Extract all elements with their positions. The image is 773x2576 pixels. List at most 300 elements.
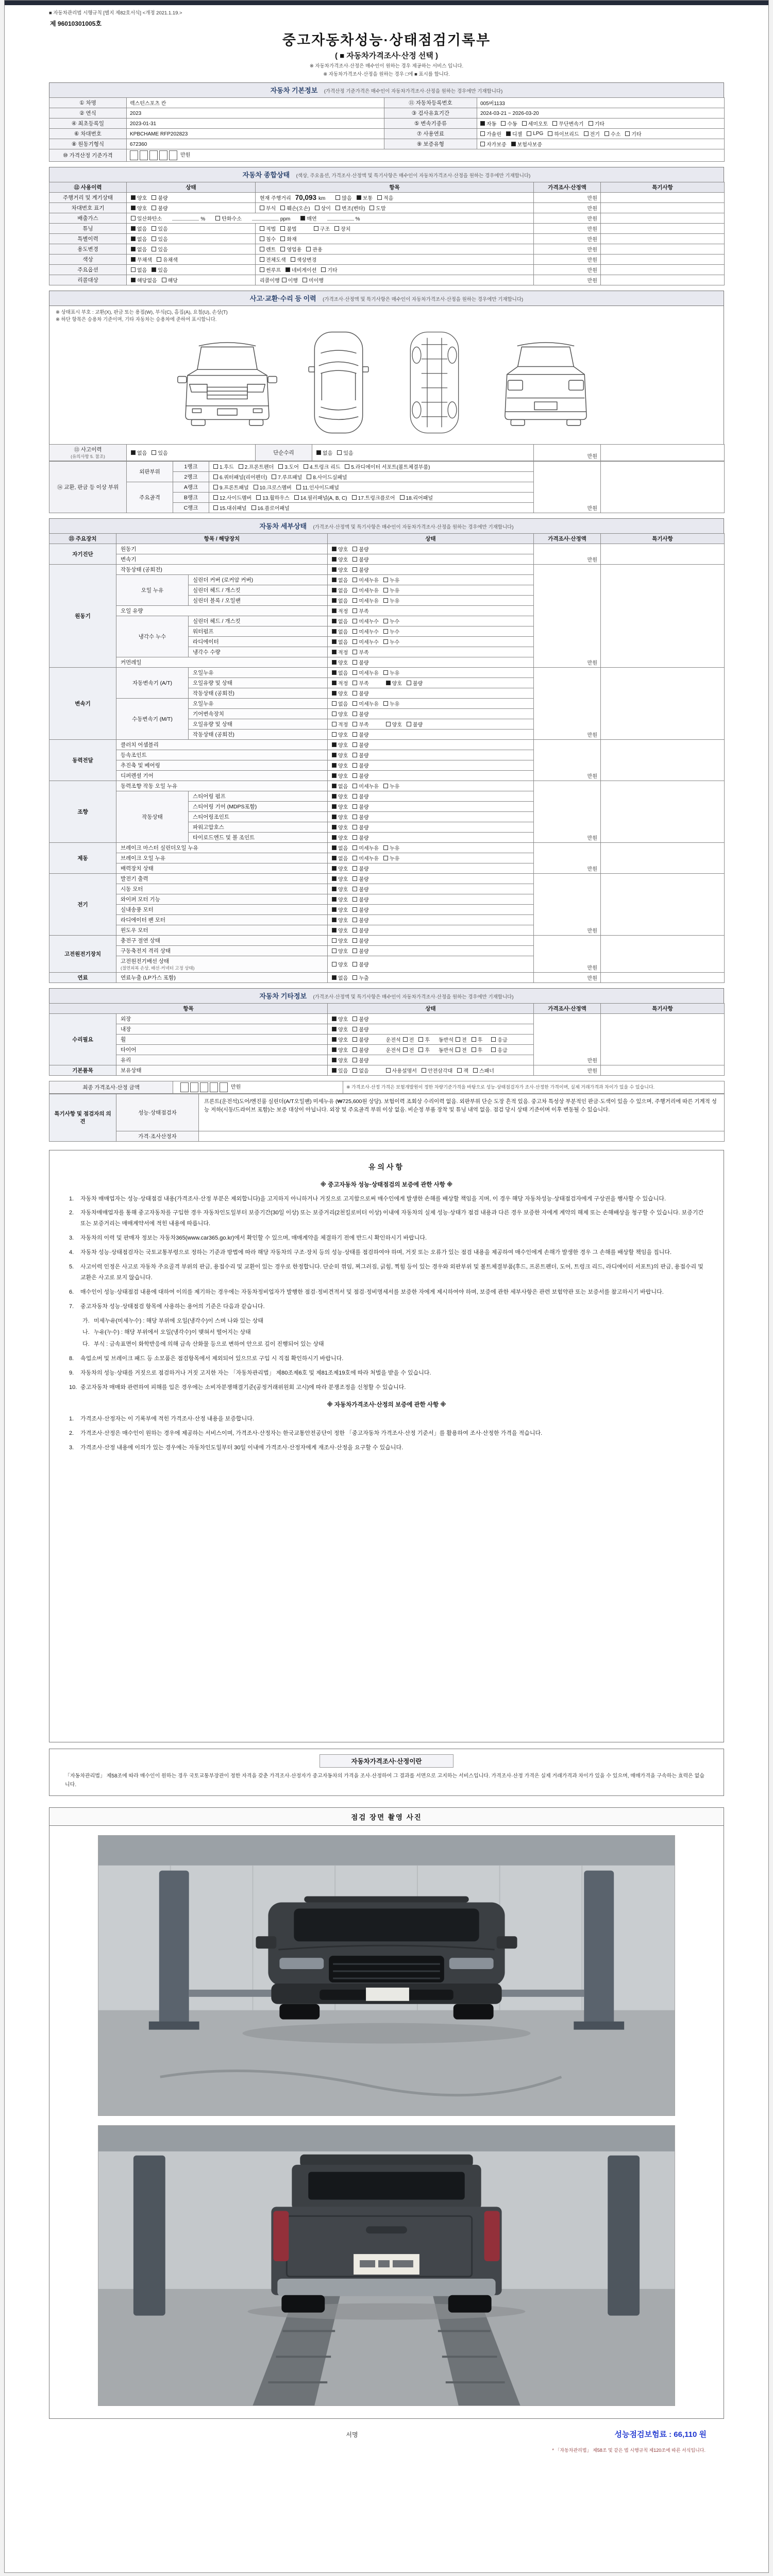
checkbox-option[interactable] [332,566,348,573]
checkbox-option[interactable] [352,638,379,646]
checkbox-option[interactable] [285,266,316,274]
checkbox-option[interactable] [383,669,399,676]
checkbox[interactable] [131,267,136,272]
checkbox-checked[interactable] [131,257,136,262]
checkbox-option[interactable] [213,494,251,501]
checkbox-option[interactable] [352,947,368,955]
checkbox-option[interactable] [352,875,368,883]
checkbox[interactable] [456,1037,460,1042]
checkbox-checked[interactable] [332,742,337,747]
checkbox-option[interactable] [352,1046,368,1054]
checkbox-option[interactable] [332,875,348,883]
checkbox[interactable] [352,907,357,912]
checkbox-checked[interactable] [332,598,337,603]
checkbox[interactable] [422,1068,426,1073]
checkbox-checked[interactable] [332,650,337,654]
checkbox-option[interactable] [213,463,234,470]
checkbox-option[interactable] [282,276,298,284]
checkbox-option[interactable] [332,597,348,604]
checkbox-option[interactable] [352,782,379,790]
checkbox-option[interactable] [131,449,147,456]
checkbox-option[interactable] [300,214,316,222]
checkbox-option[interactable] [345,463,430,470]
checkbox-checked[interactable] [332,660,337,665]
checkbox[interactable] [352,1058,357,1062]
checkbox-option[interactable] [332,1025,348,1033]
checkbox-checked[interactable] [131,195,136,200]
checkbox[interactable] [131,216,136,221]
checkbox-option[interactable] [352,710,368,718]
checkbox[interactable] [280,226,285,231]
checkbox-option[interactable] [403,1046,414,1054]
checkbox[interactable] [332,711,337,716]
checkbox-option[interactable] [306,245,322,253]
checkbox[interactable] [352,1047,357,1052]
checkbox-option[interactable] [332,648,348,656]
checkbox[interactable] [383,629,388,634]
digit-box[interactable] [159,150,167,160]
checkbox-option[interactable] [260,245,276,253]
checkbox-option[interactable] [352,974,368,981]
checkbox[interactable] [383,856,388,860]
checkbox[interactable] [352,948,357,953]
checkbox-option[interactable] [256,494,290,501]
checkbox[interactable] [314,226,318,231]
checkbox[interactable] [213,464,218,469]
checkbox[interactable] [352,578,357,582]
checkbox-option[interactable] [332,823,348,831]
checkbox-checked[interactable] [386,681,391,685]
checkbox-option[interactable] [280,225,296,232]
checkbox-checked[interactable] [332,815,337,819]
digit-box[interactable] [200,1082,208,1092]
digit-box[interactable] [190,1082,198,1092]
checkbox[interactable] [282,278,287,282]
checkbox-checked[interactable] [316,450,321,455]
checkbox-option[interactable] [589,120,604,127]
checkbox[interactable] [162,278,166,282]
checkbox-option[interactable] [332,1046,348,1054]
checkbox-option[interactable] [625,130,641,138]
checkbox-option[interactable] [480,140,507,148]
checkbox-option[interactable] [352,813,368,821]
checkbox-option[interactable] [334,225,350,232]
checkbox-option[interactable] [304,463,340,470]
checkbox[interactable] [334,226,339,231]
checkbox-checked[interactable] [131,278,136,282]
checkbox-option[interactable] [332,689,348,697]
checkbox[interactable] [352,815,357,819]
checkbox-option[interactable] [357,194,373,201]
checkbox[interactable] [296,485,301,489]
checkbox-option[interactable] [316,449,332,456]
checkbox-option[interactable] [352,1056,368,1064]
checkbox-option[interactable] [332,720,348,728]
checkbox-option[interactable] [332,834,348,841]
checkbox[interactable] [352,962,357,967]
checkbox[interactable] [403,1047,408,1052]
checkbox-option[interactable] [332,741,348,749]
checkbox[interactable] [480,142,485,146]
checkbox-option[interactable] [131,225,147,232]
checkbox-option[interactable] [303,276,324,284]
checkbox-option[interactable] [280,204,310,212]
checkbox[interactable] [213,485,218,489]
checkbox-checked[interactable] [285,267,290,272]
checkbox[interactable] [352,845,357,850]
checkbox[interactable] [260,226,264,231]
checkbox-checked[interactable] [332,825,337,829]
checkbox-option[interactable] [332,710,348,718]
checkbox[interactable] [304,464,308,469]
checkbox[interactable] [152,195,156,200]
checkbox-option[interactable] [332,916,348,924]
checkbox-checked[interactable] [506,131,511,136]
checkbox[interactable] [352,670,357,675]
checkbox[interactable] [383,784,388,788]
checkbox-checked[interactable] [332,897,337,902]
checkbox-option[interactable] [418,1046,430,1054]
checkbox-option[interactable] [491,1036,507,1043]
checkbox[interactable] [527,131,531,136]
checkbox-option[interactable] [352,658,368,666]
checkbox[interactable] [552,121,557,126]
checkbox[interactable] [260,257,264,262]
checkbox[interactable] [352,732,357,737]
checkbox[interactable] [332,938,337,943]
checkbox[interactable] [377,195,382,200]
checkbox[interactable] [352,856,357,860]
checkbox-option[interactable] [386,679,402,687]
checkbox-option[interactable] [352,854,379,862]
checkbox-option[interactable] [131,276,157,284]
checkbox-option[interactable] [280,245,301,253]
checkbox-option[interactable] [157,256,178,263]
checkbox-checked[interactable] [332,753,337,757]
checkbox-option[interactable] [457,1066,468,1074]
checkbox-option[interactable] [131,204,147,212]
checkbox-option[interactable] [332,926,348,934]
checkbox-option[interactable] [352,937,368,944]
checkbox-option[interactable] [383,628,399,635]
checkbox[interactable] [383,670,388,675]
checkbox[interactable] [480,131,485,136]
checkbox-option[interactable] [352,1015,368,1023]
checkbox-checked[interactable] [332,1047,337,1052]
checkbox-option[interactable] [332,947,348,955]
checkbox-option[interactable] [352,926,368,934]
checkbox-option[interactable] [584,130,600,138]
checkbox-option[interactable] [352,679,368,687]
checkbox-option[interactable] [352,823,368,831]
checkbox[interactable] [383,578,388,582]
checkbox[interactable] [352,722,357,726]
checkbox-option[interactable] [332,555,348,563]
checkbox-option[interactable] [473,1066,494,1074]
checkbox[interactable] [260,247,264,251]
checkbox-option[interactable] [332,679,348,687]
checkbox-option[interactable] [332,1015,348,1023]
checkbox[interactable] [472,1037,476,1042]
checkbox-checked[interactable] [332,547,337,551]
checkbox-option[interactable] [332,731,348,738]
checkbox-checked[interactable] [332,794,337,799]
checkbox-checked[interactable] [332,866,337,871]
checkbox-option[interactable] [332,865,348,872]
checkbox-option[interactable] [456,1046,467,1054]
checkbox-option[interactable] [332,761,348,769]
checkbox-option[interactable] [332,974,348,981]
digit-box[interactable] [180,1082,189,1092]
digit-box[interactable] [220,1082,228,1092]
checkbox-option[interactable] [400,494,433,501]
checkbox-option[interactable] [213,483,249,491]
checkbox[interactable] [407,681,411,685]
checkbox[interactable] [352,1068,357,1073]
checkbox[interactable] [352,876,357,881]
checkbox-option[interactable] [332,638,348,646]
checkbox-checked[interactable] [357,195,361,200]
checkbox-option[interactable] [352,844,379,852]
checkbox[interactable] [352,975,357,980]
digit-box[interactable] [169,150,177,160]
checkbox-option[interactable] [480,120,496,127]
checkbox-checked[interactable] [131,247,136,251]
checkbox-option[interactable] [332,960,348,968]
checkbox-checked[interactable] [332,784,337,788]
checkbox-option[interactable] [456,1036,467,1043]
checkbox[interactable] [256,495,261,500]
checkbox[interactable] [352,547,357,551]
checkbox-option[interactable] [352,865,368,872]
checkbox-option[interactable] [386,720,402,728]
checkbox[interactable] [260,267,264,272]
checkbox[interactable] [418,1037,423,1042]
checkbox-checked[interactable] [152,267,156,272]
checkbox-option[interactable] [352,1036,368,1043]
checkbox-option[interactable] [352,885,368,893]
checkbox[interactable] [352,588,357,592]
checkbox-checked[interactable] [332,856,337,860]
checkbox[interactable] [352,711,357,716]
checkbox-option[interactable] [332,813,348,821]
checkbox[interactable] [473,1068,478,1073]
checkbox[interactable] [152,450,156,455]
checkbox-option[interactable] [352,1025,368,1033]
checkbox[interactable] [352,495,357,500]
checkbox[interactable] [522,121,527,126]
checkbox[interactable] [383,588,388,592]
checkbox-checked[interactable] [332,629,337,634]
checkbox[interactable] [352,794,357,799]
checkbox-option[interactable] [501,120,517,127]
checkbox-option[interactable] [131,245,147,253]
checkbox-checked[interactable] [511,142,516,146]
checkbox-option[interactable] [527,131,543,137]
checkbox[interactable] [457,1068,462,1073]
checkbox[interactable] [352,938,357,943]
checkbox[interactable] [352,650,357,654]
checkbox-option[interactable] [332,906,348,913]
checkbox[interactable] [251,505,256,510]
checkbox[interactable] [335,195,340,200]
checkbox[interactable] [352,804,357,809]
checkbox-option[interactable] [152,245,167,253]
checkbox-option[interactable] [332,617,348,625]
checkbox[interactable] [152,206,156,210]
checkbox-option[interactable] [332,751,348,759]
checkbox[interactable] [369,206,374,210]
checkbox-option[interactable] [352,731,368,738]
checkbox-option[interactable] [332,607,348,615]
checkbox-checked[interactable] [332,1037,337,1042]
checkbox-option[interactable] [352,700,379,707]
checkbox[interactable] [272,474,276,479]
checkbox-option[interactable] [332,576,348,584]
checkbox[interactable] [321,267,326,272]
checkbox[interactable] [213,474,218,479]
checkbox[interactable] [352,825,357,829]
checkbox-checked[interactable] [131,206,136,210]
checkbox-option[interactable] [491,1046,507,1054]
checkbox-checked[interactable] [332,928,337,933]
checkbox-option[interactable] [335,194,351,201]
checkbox-option[interactable] [152,449,167,456]
checkbox[interactable] [548,131,552,136]
checkbox-checked[interactable] [332,1027,337,1031]
checkbox-checked[interactable] [332,907,337,912]
checkbox[interactable] [352,1037,357,1042]
checkbox-option[interactable] [506,130,522,138]
checkbox-option[interactable] [332,1056,348,1064]
checkbox-option[interactable] [383,854,399,862]
digit-box[interactable] [210,1082,218,1092]
checkbox[interactable] [332,732,337,737]
checkbox-option[interactable] [131,235,147,243]
checkbox[interactable] [383,845,388,850]
checkbox-checked[interactable] [332,763,337,768]
checkbox[interactable] [456,1047,460,1052]
checkbox[interactable] [239,464,243,469]
checkbox-option[interactable] [604,130,620,138]
checkbox[interactable] [332,962,337,967]
checkbox[interactable] [315,206,320,210]
checkbox-option[interactable] [352,906,368,913]
checkbox-option[interactable] [332,1036,348,1043]
checkbox[interactable] [352,928,357,933]
digit-box[interactable] [130,150,138,160]
checkbox-option[interactable] [407,679,423,687]
checkbox[interactable] [152,236,156,241]
checkbox-option[interactable] [352,576,379,584]
checkbox[interactable] [352,639,357,644]
checkbox-option[interactable] [332,772,348,779]
checkbox-option[interactable] [522,120,548,127]
checkbox[interactable] [280,247,285,251]
checkbox-option[interactable] [377,194,393,201]
checkbox[interactable] [303,278,307,282]
checkbox[interactable] [352,866,357,871]
checkbox-option[interactable] [352,834,368,841]
checkbox[interactable] [352,835,357,840]
checkbox-option[interactable] [332,803,348,810]
checkbox-option[interactable] [215,214,242,222]
checkbox-option[interactable] [383,597,399,604]
checkbox-option[interactable] [152,235,167,243]
checkbox-option[interactable] [272,473,302,481]
checkbox-option[interactable] [332,844,348,852]
checkbox[interactable] [213,495,218,500]
checkbox[interactable] [625,131,630,136]
checkbox-checked[interactable] [332,681,337,685]
checkbox[interactable] [352,629,357,634]
checkbox-option[interactable] [152,266,167,274]
checkbox[interactable] [383,619,388,623]
checkbox[interactable] [280,206,285,210]
checkbox[interactable] [491,1037,496,1042]
checkbox[interactable] [332,701,337,706]
digit-box[interactable] [149,150,158,160]
checkbox-option[interactable] [332,792,348,800]
checkbox-option[interactable] [383,586,399,594]
checkbox-option[interactable] [152,194,167,201]
checkbox-checked[interactable] [332,588,337,592]
checkbox-checked[interactable] [332,845,337,850]
checkbox-option[interactable] [260,256,286,263]
checkbox-option[interactable] [321,266,337,274]
checkbox-option[interactable] [352,720,368,728]
checkbox-option[interactable] [335,204,365,212]
checkbox[interactable] [352,567,357,572]
checkbox-option[interactable] [260,266,281,274]
checkbox-option[interactable] [315,204,331,212]
checkbox-option[interactable] [472,1046,483,1054]
checkbox-option[interactable] [352,741,368,749]
checkbox-option[interactable] [352,761,368,769]
checkbox-option[interactable] [352,751,368,759]
checkbox-option[interactable] [278,463,299,470]
checkbox[interactable] [332,948,337,953]
checkbox-option[interactable] [332,885,348,893]
checkbox-option[interactable] [352,607,368,615]
checkbox[interactable] [260,206,264,210]
checkbox-option[interactable] [152,204,167,212]
checkbox-checked[interactable] [332,835,337,840]
checkbox-checked[interactable] [332,619,337,623]
checkbox-option[interactable] [307,473,347,481]
checkbox[interactable] [403,1037,408,1042]
checkbox[interactable] [352,773,357,778]
checkbox[interactable] [280,236,285,241]
checkbox-checked[interactable] [480,121,485,126]
checkbox-option[interactable] [552,120,583,127]
checkbox-checked[interactable] [332,691,337,696]
checkbox-option[interactable] [352,1066,368,1074]
checkbox-option[interactable] [213,473,267,481]
checkbox[interactable] [352,897,357,902]
checkbox-option[interactable] [383,844,399,852]
checkbox[interactable] [386,1068,391,1073]
checkbox-option[interactable] [352,597,379,604]
checkbox[interactable] [215,216,220,221]
checkbox[interactable] [352,784,357,788]
checkbox-checked[interactable] [332,557,337,562]
checkbox-option[interactable] [131,266,147,274]
checkbox[interactable] [352,742,357,747]
checkbox-option[interactable] [260,225,276,232]
checkbox[interactable] [491,1047,496,1052]
checkbox-option[interactable] [332,782,348,790]
